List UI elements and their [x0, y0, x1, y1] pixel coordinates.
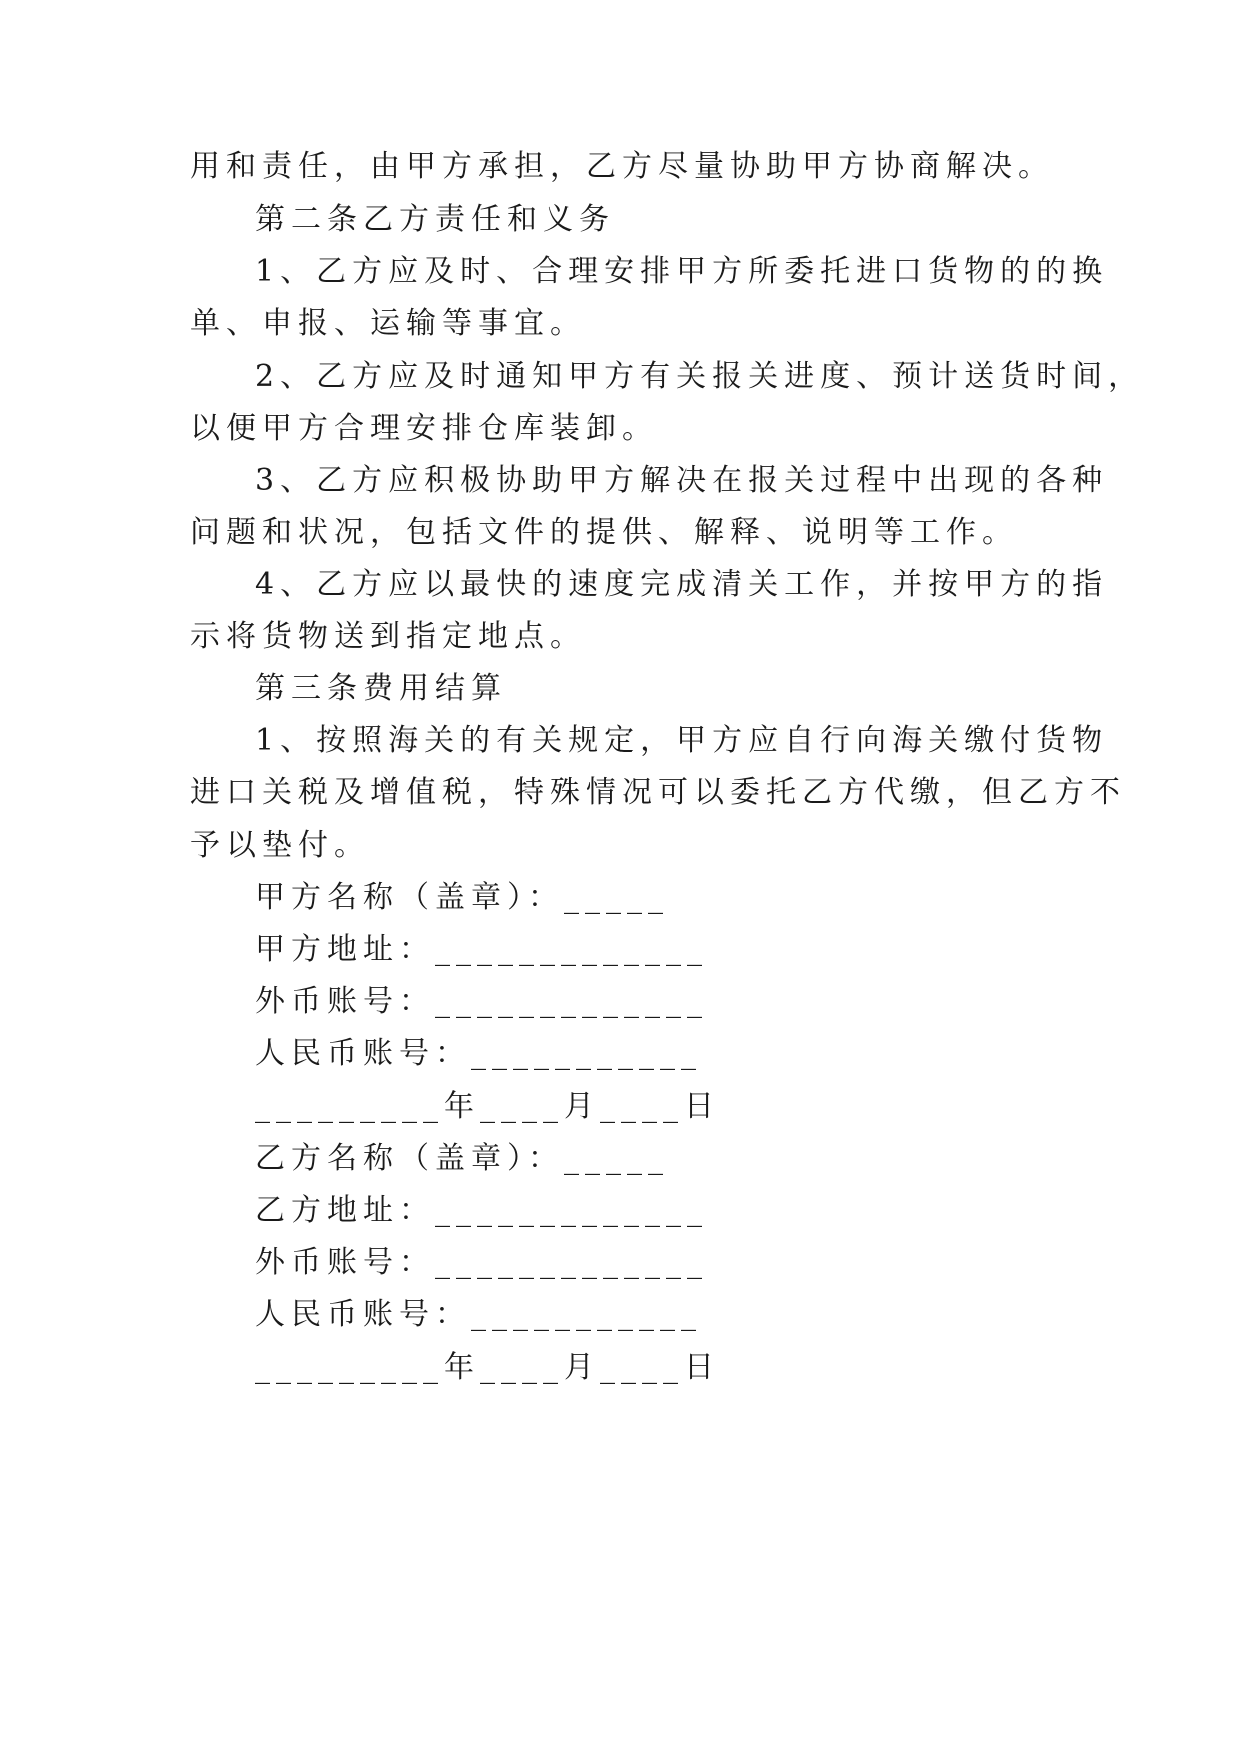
party-a-name-field: 甲方名称（盖章）：_____ — [255, 880, 669, 915]
paragraph-line: 以便甲方合理安排仓库装卸。 — [190, 411, 658, 446]
party-a-address-field: 甲方地址：_____________ — [255, 932, 708, 967]
party-b-name-field: 乙方名称（盖章）：_____ — [255, 1141, 669, 1176]
party-a-foreign-account-field: 外币账号：_____________ — [255, 984, 708, 1019]
paragraph-line: 用和责任，由甲方承担，乙方尽量协助甲方协商解决。 — [190, 149, 1054, 184]
paragraph-line: 示将货物送到指定地点。 — [190, 619, 586, 654]
paragraph-line: 2、乙方应及时通知甲方有关报关进度、预计送货时间， — [255, 359, 1145, 394]
paragraph-line: 1、乙方应及时、合理安排甲方所委托进口货物的的换 — [255, 254, 1109, 289]
paragraph-line: 问题和状况，包括文件的提供、解释、说明等工作。 — [190, 515, 1018, 550]
paragraph-line: 进口关税及增值税，特殊情况可以委托乙方代缴，但乙方不 — [190, 775, 1126, 810]
party-b-foreign-account-field: 外币账号：_____________ — [255, 1245, 708, 1280]
paragraph-line: 予以垫付。 — [190, 828, 370, 863]
article-heading: 第三条费用结算 — [255, 671, 507, 706]
party-b-date-field: _________年____月____日 — [255, 1350, 720, 1385]
party-b-rmb-account-field: 人民币账号：___________ — [255, 1297, 702, 1332]
paragraph-line: 单、申报、运输等事宜。 — [190, 306, 586, 341]
party-b-address-field: 乙方地址：_____________ — [255, 1193, 708, 1228]
party-a-rmb-account-field: 人民币账号：___________ — [255, 1036, 702, 1071]
article-heading: 第二条乙方责任和义务 — [255, 202, 615, 237]
party-a-date-field: _________年____月____日 — [255, 1089, 720, 1124]
paragraph-line: 4、乙方应以最快的速度完成清关工作，并按甲方的指 — [255, 567, 1109, 602]
paragraph-line: 3、乙方应积极协助甲方解决在报关过程中出现的各种 — [255, 463, 1109, 498]
paragraph-line: 1、按照海关的有关规定，甲方应自行向海关缴付货物 — [255, 723, 1109, 758]
